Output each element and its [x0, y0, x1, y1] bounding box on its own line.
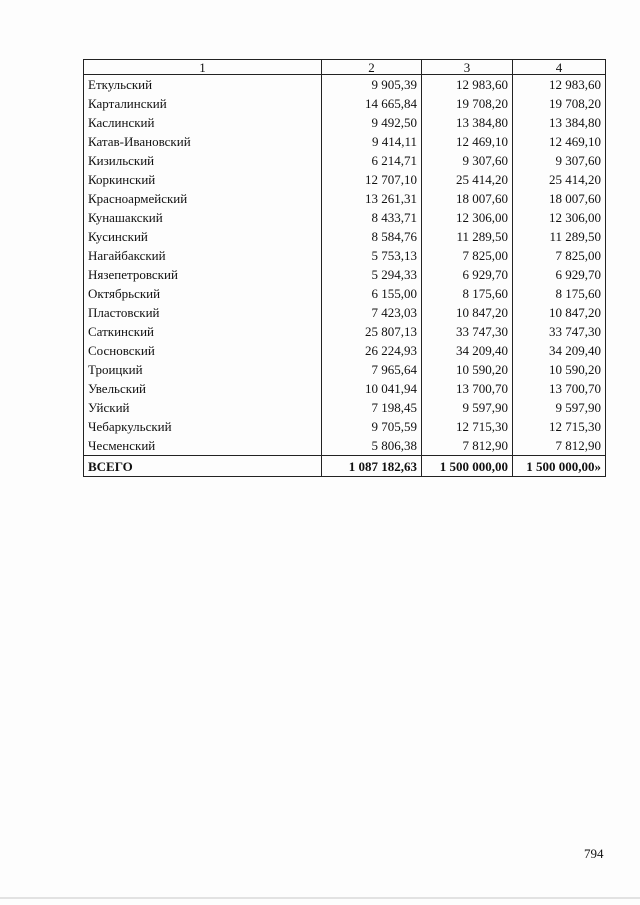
district-name: Уйский [84, 398, 322, 417]
table-row [84, 322, 606, 341]
value-cell-4: 18 007,60 [513, 189, 606, 208]
value-cell-3: 18 007,60 [422, 189, 513, 208]
table-row [84, 151, 606, 170]
value-cell-2: 25 807,13 [322, 322, 422, 341]
district-name: Каслинский [84, 113, 322, 132]
value-cell-3: 11 289,50 [422, 227, 513, 246]
value-cell-3: 25 414,20 [422, 170, 513, 189]
district-name: Катав-Ивановский [84, 132, 322, 151]
value-cell-4: 12 306,00 [513, 208, 606, 227]
table-row [84, 398, 606, 417]
value-cell-3: 6 929,70 [422, 265, 513, 284]
district-name: Октябрьский [84, 284, 322, 303]
value-cell-4: 34 209,40 [513, 341, 606, 360]
table-row [84, 303, 606, 322]
value-cell-3: 13 700,70 [422, 379, 513, 398]
total-value-3: 1 500 000,00 [422, 456, 513, 477]
table-body [84, 75, 606, 456]
header-row [84, 60, 606, 75]
value-cell-3: 12 715,30 [422, 417, 513, 436]
table-row [84, 436, 606, 456]
table-row [84, 132, 606, 151]
value-cell-2: 9 905,39 [322, 75, 422, 95]
value-cell-2: 13 261,31 [322, 189, 422, 208]
district-name: Чебаркульский [84, 417, 322, 436]
district-name: Нязепетровский [84, 265, 322, 284]
value-cell-2: 9 492,50 [322, 113, 422, 132]
table-row [84, 113, 606, 132]
table-row [84, 227, 606, 246]
district-name: Саткинский [84, 322, 322, 341]
value-cell-2: 5 294,33 [322, 265, 422, 284]
total-value-4: 1 500 000,00» [513, 456, 606, 477]
district-name: Кунашакский [84, 208, 322, 227]
value-cell-2: 8 584,76 [322, 227, 422, 246]
value-cell-3: 34 209,40 [422, 341, 513, 360]
value-cell-2: 9 414,11 [322, 132, 422, 151]
value-cell-2: 5 753,13 [322, 246, 422, 265]
value-cell-2: 7 198,45 [322, 398, 422, 417]
value-cell-3: 12 306,00 [422, 208, 513, 227]
column-header-3: 3 [422, 60, 513, 75]
value-cell-4: 19 708,20 [513, 94, 606, 113]
value-cell-4: 8 175,60 [513, 284, 606, 303]
total-label: ВСЕГО [84, 456, 322, 477]
district-name: Кусинский [84, 227, 322, 246]
table-row [84, 208, 606, 227]
district-name: Нагайбакский [84, 246, 322, 265]
value-cell-4: 9 597,90 [513, 398, 606, 417]
value-cell-2: 6 214,71 [322, 151, 422, 170]
value-cell-4: 6 929,70 [513, 265, 606, 284]
value-cell-3: 12 983,60 [422, 75, 513, 95]
value-cell-2: 26 224,93 [322, 341, 422, 360]
district-name: Карталинский [84, 94, 322, 113]
district-name: Красноармейский [84, 189, 322, 208]
value-cell-4: 33 747,30 [513, 322, 606, 341]
value-cell-2: 5 806,38 [322, 436, 422, 456]
value-cell-4: 13 384,80 [513, 113, 606, 132]
budget-table [83, 59, 606, 477]
bottom-rule [0, 897, 640, 899]
table-row [84, 170, 606, 189]
value-cell-4: 10 847,20 [513, 303, 606, 322]
table-row [84, 75, 606, 95]
value-cell-4: 10 590,20 [513, 360, 606, 379]
district-name: Пластовский [84, 303, 322, 322]
value-cell-4: 25 414,20 [513, 170, 606, 189]
district-name: Сосновский [84, 341, 322, 360]
value-cell-3: 19 708,20 [422, 94, 513, 113]
value-cell-4: 9 307,60 [513, 151, 606, 170]
table-row [84, 360, 606, 379]
value-cell-2: 14 665,84 [322, 94, 422, 113]
district-name: Увельский [84, 379, 322, 398]
district-name: Чесменский [84, 436, 322, 456]
value-cell-3: 13 384,80 [422, 113, 513, 132]
table-row [84, 284, 606, 303]
value-cell-4: 12 469,10 [513, 132, 606, 151]
district-name: Троицкий [84, 360, 322, 379]
table-row [84, 246, 606, 265]
value-cell-2: 6 155,00 [322, 284, 422, 303]
district-name: Кизильский [84, 151, 322, 170]
value-cell-3: 9 307,60 [422, 151, 513, 170]
value-cell-3: 8 175,60 [422, 284, 513, 303]
value-cell-3: 12 469,10 [422, 132, 513, 151]
value-cell-3: 7 825,00 [422, 246, 513, 265]
value-cell-3: 7 812,90 [422, 436, 513, 456]
table-row [84, 189, 606, 208]
value-cell-4: 7 812,90 [513, 436, 606, 456]
table-row [84, 94, 606, 113]
value-cell-4: 11 289,50 [513, 227, 606, 246]
value-cell-3: 9 597,90 [422, 398, 513, 417]
value-cell-2: 7 965,64 [322, 360, 422, 379]
total-value-2: 1 087 182,63 [322, 456, 422, 477]
table-row [84, 341, 606, 360]
table-row [84, 379, 606, 398]
column-header-2: 2 [322, 60, 422, 75]
district-name: Еткульский [84, 75, 322, 95]
value-cell-4: 13 700,70 [513, 379, 606, 398]
value-cell-3: 10 590,20 [422, 360, 513, 379]
table-row [84, 265, 606, 284]
table-row [84, 417, 606, 436]
value-cell-4: 12 715,30 [513, 417, 606, 436]
value-cell-2: 12 707,10 [322, 170, 422, 189]
value-cell-2: 10 041,94 [322, 379, 422, 398]
value-cell-3: 33 747,30 [422, 322, 513, 341]
value-cell-2: 9 705,59 [322, 417, 422, 436]
value-cell-4: 12 983,60 [513, 75, 606, 95]
value-cell-2: 8 433,71 [322, 208, 422, 227]
value-cell-3: 10 847,20 [422, 303, 513, 322]
value-cell-2: 7 423,03 [322, 303, 422, 322]
column-header-4: 4 [513, 60, 606, 75]
column-header-1: 1 [84, 60, 322, 75]
page-number: 794 [584, 846, 604, 861]
value-cell-4: 7 825,00 [513, 246, 606, 265]
district-name: Коркинский [84, 170, 322, 189]
total-row [84, 456, 606, 477]
